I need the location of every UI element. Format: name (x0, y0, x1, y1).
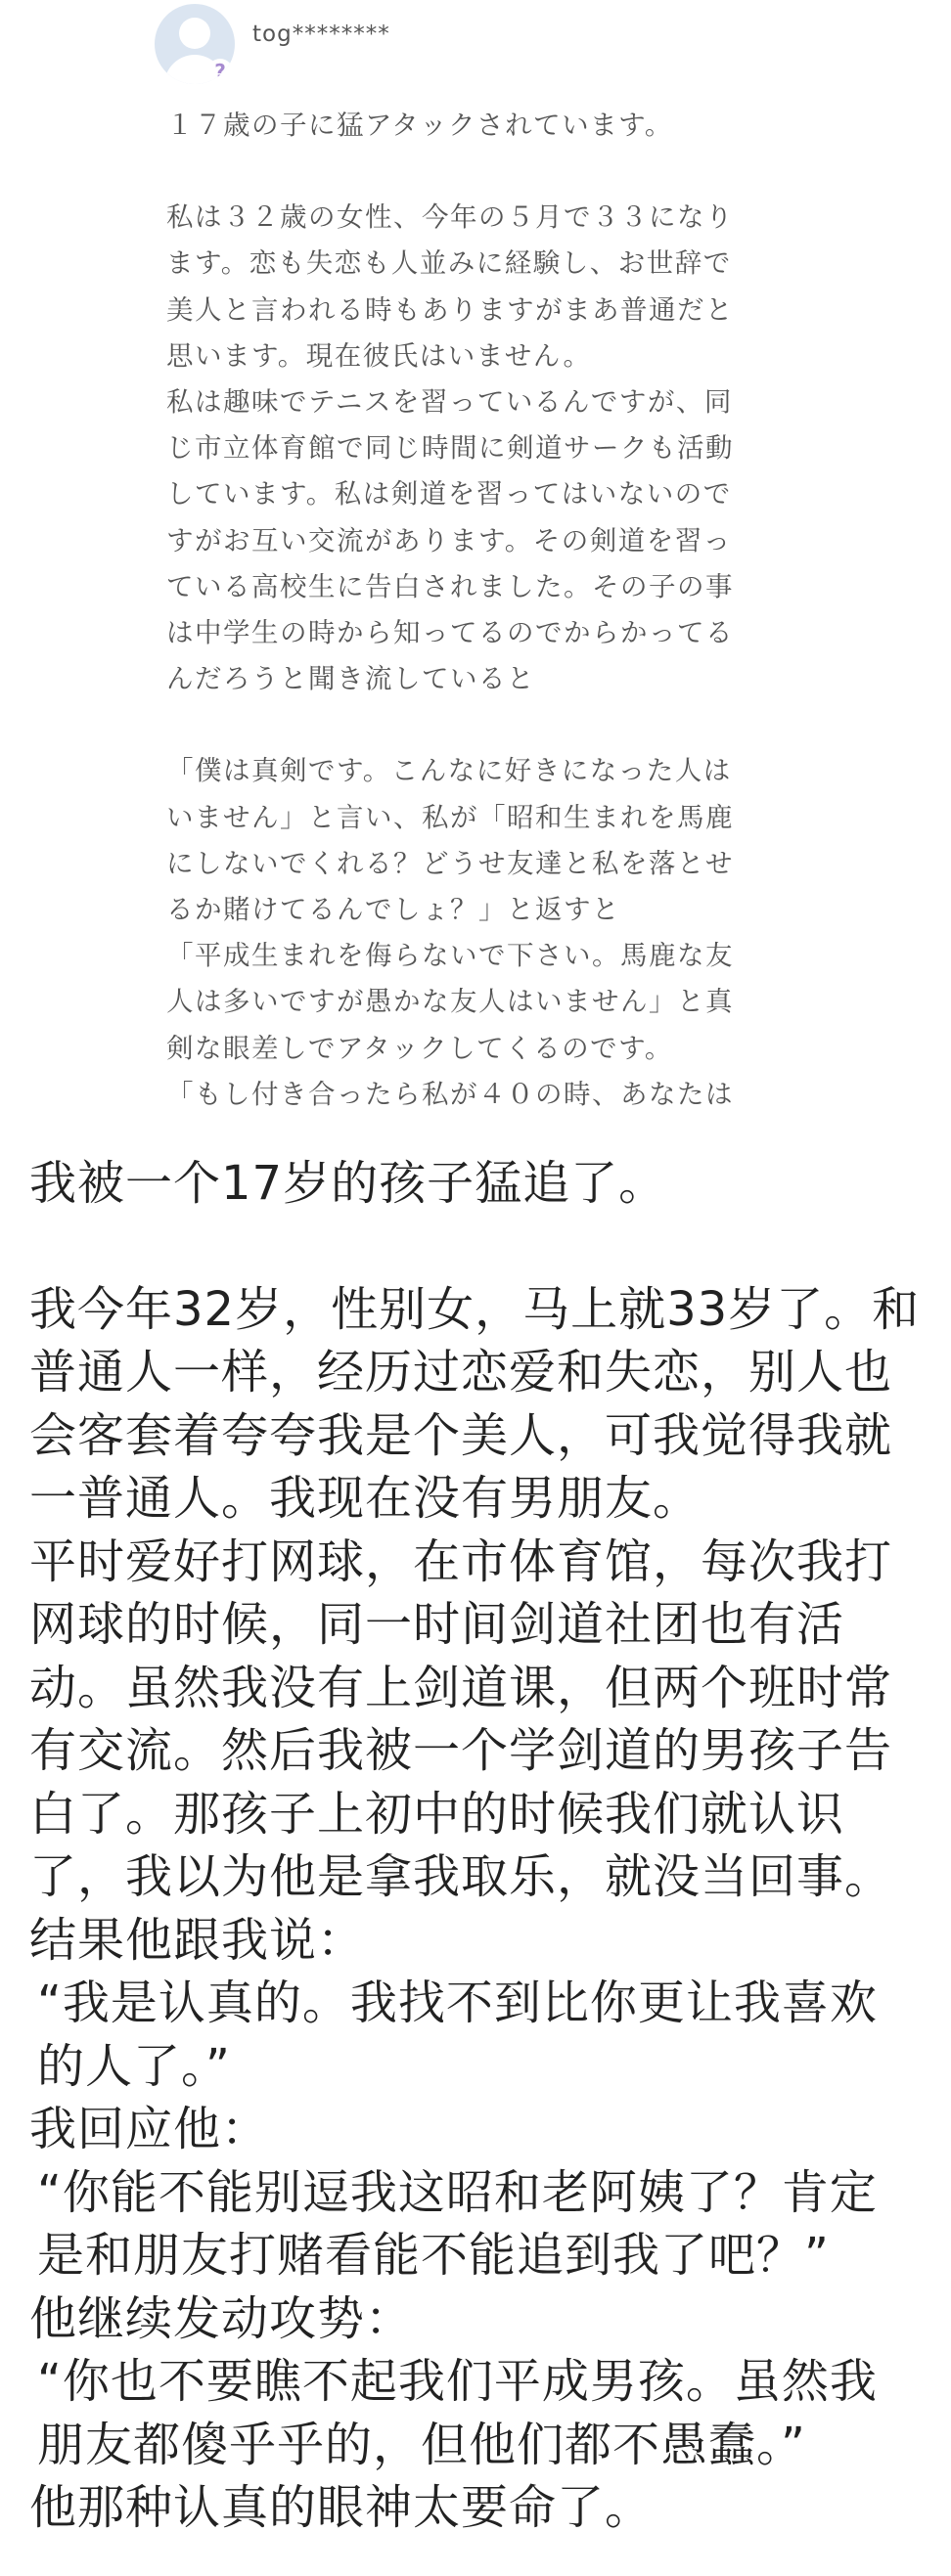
post-body (166, 103, 807, 1118)
translation-attack-intro: 他继续发动攻势： (29, 2290, 414, 2346)
username[interactable]: tog******** (252, 22, 390, 47)
avatar-head-shape (179, 18, 210, 49)
post-paragraph-2: 「僕は真剣です。こんなに好きになった人は いません」と言い、私が「昭和生まれを馬鹿 にしないでくれる？どうせ友達と私を落とせ るか賭けてるんでしょ？」と返すと 「平成生まれを侮らないで下さい。馬鹿な友 人は多いですが愚かな友人はいません」と真 剣な眼差しでアタックしてくるのです。 「もし付き合ったら私が４０の時、あなたは (166, 755, 734, 1110)
translation-closing: 他那种认真的眼神太要命了。 (29, 2480, 654, 2535)
translation-paragraph-1: 我今年32岁，性别女，马上就33岁了。和 普通人一样，经历过恋爱和失恋，别人也 会客套着夸夸我是个美人，可我觉得我就 一普通人。我现在没有男朋友。 平时爱好打网球，在市体育馆，每次我打 网球的时候，同一时间剑道社团也有活 动。虽然我没有上剑道课，但两个班时常 有交流。然后我被一个学剑道的男孩子告 白了。那孩子上初中的时候我们就认识 了，我以为他是拿我取乐，就没当回事。 结果他跟我说： (29, 1281, 921, 1968)
translation-quote-2: “你能不能别逗我这昭和老阿姨了？肯定 是和朋友打赌看能不能追到我了吧？” (37, 2164, 878, 2283)
user-avatar-icon[interactable] (155, 4, 235, 84)
post-header (155, 0, 839, 88)
translation-title: 我被一个17岁的孩子猛追了。 (29, 1156, 667, 1211)
translation-quote-3: “你也不要瞧不起我们平成男孩。虽然我 朋友都傻乎乎的，但他们都不愚蠢。” (37, 2354, 878, 2472)
post-paragraph-1: 私は３２歳の女性、今年の５月で３３になり ます。恋も失恋も人並みに経験し、お世辞で 美人と言われる時もありますがまあ普通だと 思います。現在彼氏はいません。 私は趣味でテニスを習っているんですが、同 じ市立体育館で同じ時間に剣道サークも活動 しています。私は剣道を習ってはいないので すがお互い交流があります。その剣道を習っ ている高校生に告白されました。その子の事 は中学生の時から知ってるのでからかってる んだろうと聞き流していると (166, 201, 734, 695)
translation-quote-1: “我是认真的。我找不到比你更让我喜欢 的人了。” (37, 1976, 878, 2094)
translation-body (29, 1152, 939, 2540)
translation-reply-intro: 我回应他： (29, 2102, 270, 2156)
japanese-post-screenshot (0, 0, 951, 1125)
chinese-translation (0, 1125, 951, 2576)
post-title: １７歳の子に猛アタックされています。 (166, 110, 673, 141)
question-mark-icon: ? (207, 59, 233, 84)
